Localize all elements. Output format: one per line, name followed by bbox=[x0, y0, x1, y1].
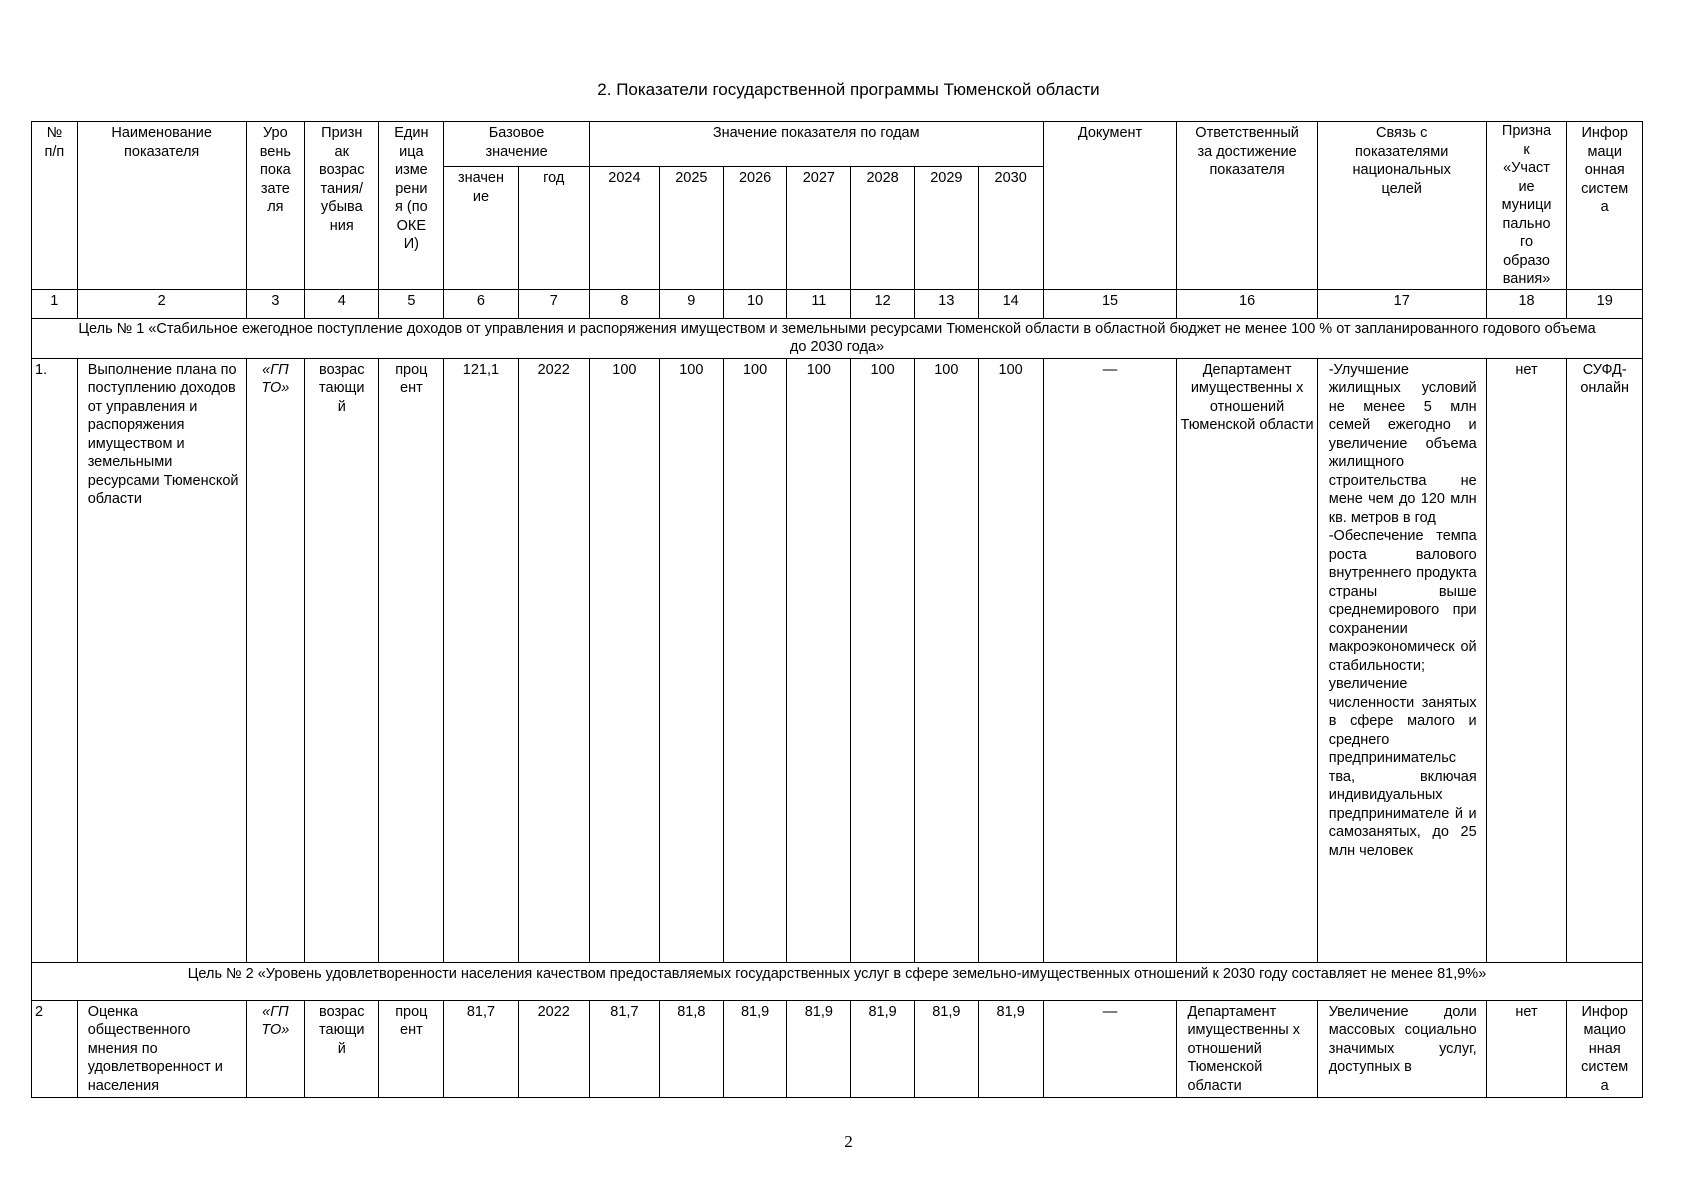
header-infosys: Инфор маци онная систем а bbox=[1567, 122, 1643, 290]
row1-num: 1. bbox=[32, 358, 78, 962]
row1-value: 100 bbox=[851, 358, 915, 962]
column-number: 14 bbox=[978, 289, 1043, 318]
header-year: 2029 bbox=[914, 167, 978, 289]
column-number: 4 bbox=[305, 289, 379, 318]
header-document: Документ bbox=[1043, 122, 1177, 290]
table-row bbox=[32, 358, 1643, 962]
column-number: 19 bbox=[1567, 289, 1643, 318]
row2-sign: возрас тающи й bbox=[305, 1000, 379, 1098]
row1-value: 100 bbox=[978, 358, 1043, 962]
column-number: 17 bbox=[1317, 289, 1486, 318]
row1-level: «ГП ТО» bbox=[246, 358, 304, 962]
row1-value: 100 bbox=[659, 358, 723, 962]
row2-level: «ГП ТО» bbox=[246, 1000, 304, 1098]
row2-name: Оценка общественного мнения по удовлетворенност и населения bbox=[77, 1000, 246, 1098]
row1-document: — bbox=[1043, 358, 1177, 962]
column-number: 11 bbox=[787, 289, 851, 318]
row2-document: — bbox=[1043, 1000, 1177, 1098]
row1-value: 100 bbox=[723, 358, 787, 962]
goal-2: Цель № 2 «Уровень удовлетворенности населения качеством предоставляемых государственных услуг в сфере земельно-имущественных отношений к 2030 году составляет не менее 81,9%» bbox=[32, 962, 1643, 1000]
header-year: 2024 bbox=[589, 167, 659, 289]
row1-unit: проц ент bbox=[379, 358, 444, 962]
row2-value: 81,9 bbox=[978, 1000, 1043, 1098]
row2-value: 81,9 bbox=[787, 1000, 851, 1098]
page-title: 2. Показатели государственной программы Тюменской области bbox=[597, 80, 1100, 99]
row2-value: 81,9 bbox=[851, 1000, 915, 1098]
row1-sign: возрас тающи й bbox=[305, 358, 379, 962]
header-base: Базовое значение bbox=[444, 122, 590, 167]
header-year: 2028 bbox=[851, 167, 915, 289]
column-number: 16 bbox=[1177, 289, 1317, 318]
table-row bbox=[32, 1000, 1643, 1098]
header-year: 2026 bbox=[723, 167, 787, 289]
header-name: Наименование показателя bbox=[77, 122, 246, 290]
row1-value: 100 bbox=[787, 358, 851, 962]
header-link: Связь с показателями национальных целей bbox=[1317, 122, 1486, 290]
indicators-table bbox=[31, 121, 1643, 1098]
row1-infosys: СУФД-онлайн bbox=[1567, 358, 1643, 962]
row2-base-value: 81,7 bbox=[444, 1000, 518, 1098]
header-values-by-year: Значение показателя по годам bbox=[589, 122, 1043, 167]
header-base-value: значен ие bbox=[444, 167, 518, 289]
header-base-year: год bbox=[518, 167, 589, 289]
column-number: 12 bbox=[851, 289, 915, 318]
column-number: 5 bbox=[379, 289, 444, 318]
column-number: 15 bbox=[1043, 289, 1177, 318]
row1-municipal: нет bbox=[1486, 358, 1567, 962]
row2-municipal: нет bbox=[1486, 1000, 1567, 1098]
header-responsible: Ответственный за достижение показателя bbox=[1177, 122, 1317, 290]
column-number: 9 bbox=[659, 289, 723, 318]
column-number: 18 bbox=[1486, 289, 1567, 318]
row1-base-value: 121,1 bbox=[444, 358, 518, 962]
column-number: 6 bbox=[444, 289, 518, 318]
column-number: 2 bbox=[77, 289, 246, 318]
column-numbers-row bbox=[32, 289, 1643, 318]
header-year: 2025 bbox=[659, 167, 723, 289]
row2-unit: проц ент bbox=[379, 1000, 444, 1098]
header-unit: Един ица изме рени я (по ОКЕ И) bbox=[379, 122, 444, 290]
header-num: № п/п bbox=[32, 122, 78, 290]
goal-1: Цель № 1 «Стабильное ежегодное поступление доходов от управления и распоряжения имуществом и земельными ресурсами Тюменской области в областной бюджет не менее 100 % от запланированного годового объема до 2030 года» bbox=[32, 318, 1643, 358]
row2-responsible: Департамент имущественны х отношений Тюменской области bbox=[1177, 1000, 1317, 1098]
row2-base-year: 2022 bbox=[518, 1000, 589, 1098]
column-number: 10 bbox=[723, 289, 787, 318]
row1-base-year: 2022 bbox=[518, 358, 589, 962]
row2-value: 81,7 bbox=[589, 1000, 659, 1098]
column-number: 7 bbox=[518, 289, 589, 318]
row1-responsible: Департамент имущественны х отношений Тюменской области bbox=[1177, 358, 1317, 962]
page-number: 2 bbox=[844, 1132, 853, 1151]
row1-link: -Улучшение жилищных условий не менее 5 млн семей ежегодно и увеличение объема жилищного строительства не мене чем до 120 млн кв. метров в год -Обеспечение темпа роста валового внутреннего продукта страны выше среднемирового при сохранении макроэкономическ ой стабильности; увеличение численности занятых в сфере малого и среднего предпринимательс тва, включая индивидуальных предпринимателе й и самозанятых, до 25 млн человек bbox=[1317, 358, 1486, 962]
header-level: Уро вень пока зате ля bbox=[246, 122, 304, 290]
header-sign: Призн ак возрас тания/ убыва ния bbox=[305, 122, 379, 290]
row1-value: 100 bbox=[589, 358, 659, 962]
row2-infosys: Инфор мацио нная систем а bbox=[1567, 1000, 1643, 1098]
row2-num: 2 bbox=[32, 1000, 78, 1098]
header-municipal: Призна к «Участ ие муници пально го образо вания» bbox=[1486, 122, 1567, 290]
row2-value: 81,8 bbox=[659, 1000, 723, 1098]
row2-value: 81,9 bbox=[914, 1000, 978, 1098]
header-year: 2027 bbox=[787, 167, 851, 289]
row1-value: 100 bbox=[914, 358, 978, 962]
column-number: 3 bbox=[246, 289, 304, 318]
column-number: 1 bbox=[32, 289, 78, 318]
row1-name: Выполнение плана по поступлению доходов от управления и распоряжения имуществом и земельными ресурсами Тюменской области bbox=[77, 358, 246, 962]
header-year: 2030 bbox=[978, 167, 1043, 289]
column-number: 13 bbox=[914, 289, 978, 318]
row2-link: Увеличение доли массовых социально значимых услуг, доступных в bbox=[1317, 1000, 1486, 1098]
row2-value: 81,9 bbox=[723, 1000, 787, 1098]
column-number: 8 bbox=[589, 289, 659, 318]
